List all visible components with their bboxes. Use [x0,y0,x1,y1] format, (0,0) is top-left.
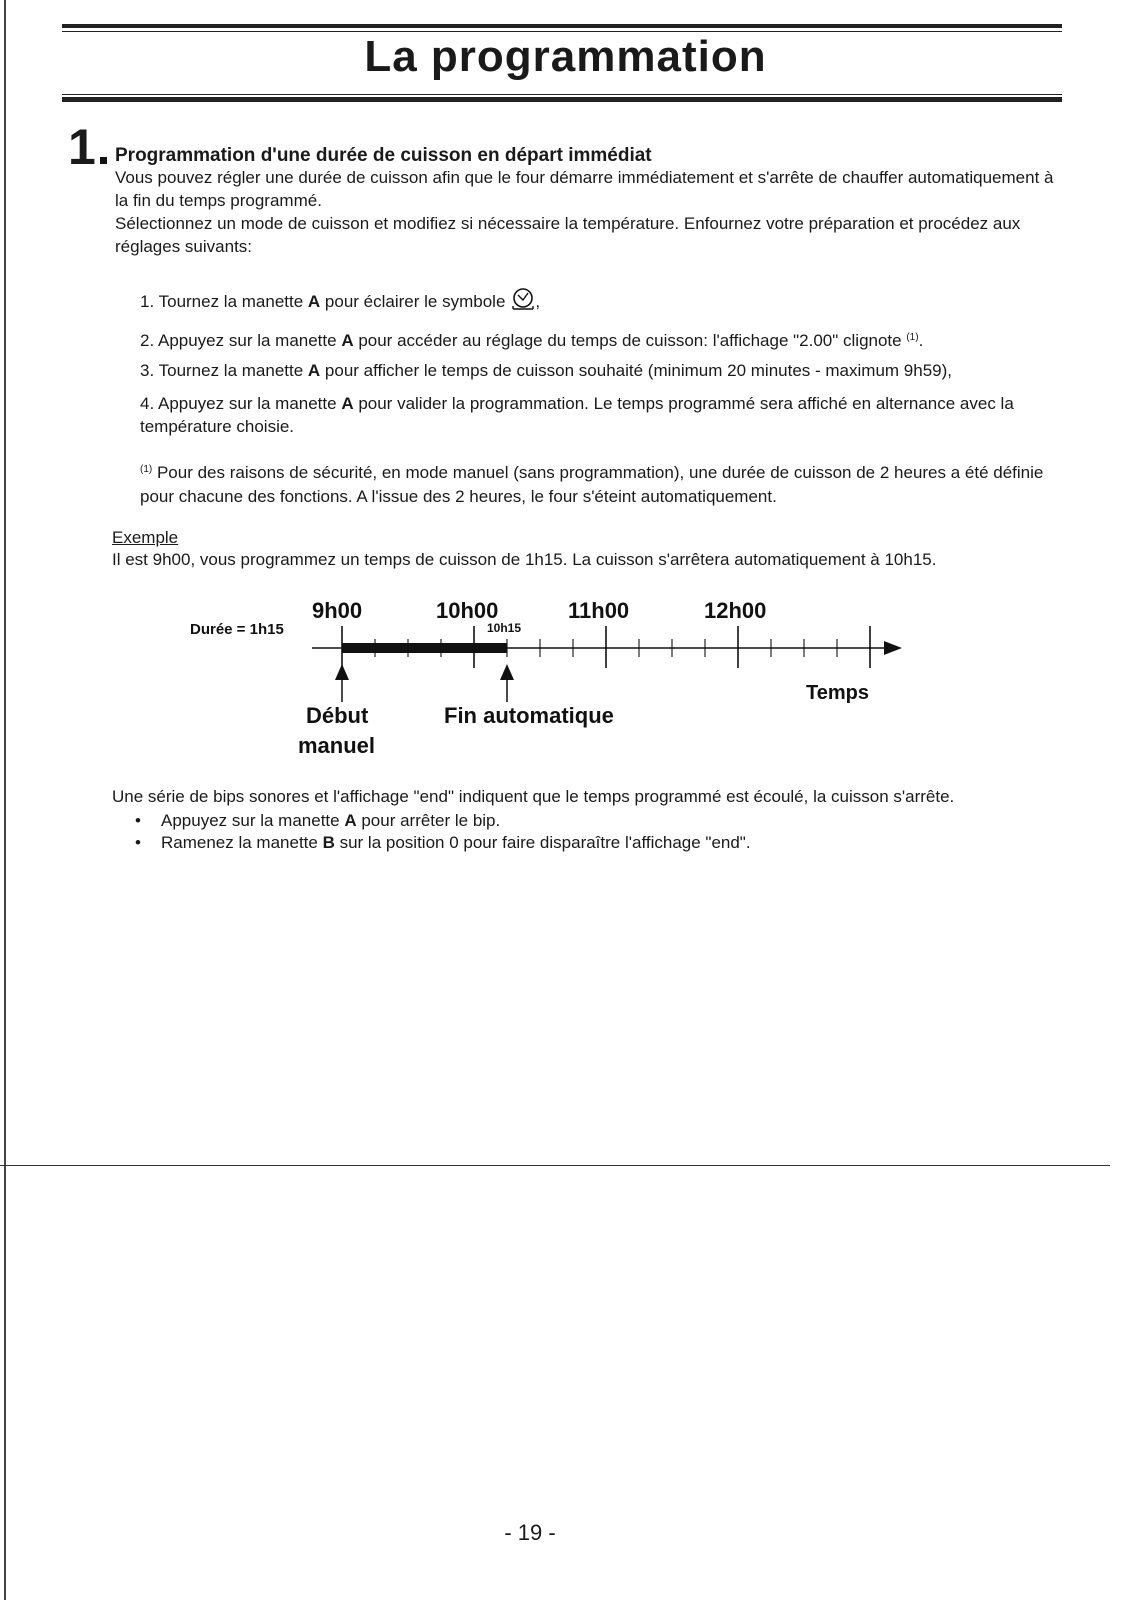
page-divider [0,1165,1110,1166]
axis-arrow-icon [884,641,902,655]
step-3: 3. Tournez la manette A pour afficher le temps de cuisson souhaité (minimum 20 minutes - maximum 9h59), [140,361,952,380]
section-intro-1: Vous pouvez régler une durée de cuisson afin que le four démarre immédiatement et s'arrête de chauffer automatiquement à la fin du temps programmé. [115,168,1054,210]
section-intro-2: Sélectionnez un mode de cuisson et modifiez si nécessaire la température. Enfournez votre préparation et procédez aux réglages suivants: [115,214,1021,256]
end-label: Fin automatique [444,703,614,728]
example-text: Il est 9h00, vous programmez un temps de cuisson de 1h15. La cuisson s'arrêtera automatiquement à 10h15. [112,550,937,569]
start-arrow-icon [335,664,349,702]
page-title: La programmation [364,32,767,81]
duration-bar [342,643,507,653]
hour-label: 10h00 [436,598,499,623]
step-1: 1. Tournez la manette A pour éclairer le symbole , [140,287,1060,319]
axis-label: Temps [806,682,869,704]
header-rule-bottom [62,97,1062,102]
conclusion-text: Une série de bips sonores et l'affichage "end" indiquent que le temps programmé est écoulé, la cuisson s'arrête. [112,787,955,806]
left-margin-line [4,0,6,1600]
list-item: • Ramenez la manette B sur la position 0 pour faire disparaître l'affichage "end". [135,833,751,852]
header-rule-bottom-thin [62,94,1062,95]
conclusion-list [135,810,751,854]
footnote: $^{(1)}$ Pour des raisons de sécurité, en mode manuel (sans programmation), une durée de cuisson de 2 heures a été définie pour chacune des fonctions. A l'issue des 2 heures, le four s'éteint automatiquement. [140,463,1044,506]
end-arrow-icon [500,664,514,702]
timeline-diagram [0,580,1131,770]
hour-label: 11h00 [568,598,630,623]
step-2: 2. Appuyez sur la manette A pour accéder au réglage du temps de cuisson: l'affichage "2.00" clignote $^{(1)}$. [140,331,924,350]
example-label: Exemple [112,528,179,547]
duration-label: Durée = 1h15 [190,621,284,638]
start-label-2: manuel [298,733,376,758]
clock-icon [511,287,535,319]
bullet-icon: • [135,811,141,830]
start-label: Début [306,703,369,728]
section-bullet-icon [100,157,107,164]
header-rule-top [62,24,1062,28]
step-4: 4. Appuyez sur la manette A pour valider la programmation. Le temps programmé sera affiché en alternance avec la température choisie. [140,394,1014,436]
bullet-icon: • [135,833,141,852]
section-number: 1 [68,119,96,175]
section-title: Programmation d'une durée de cuisson en départ immédiat [115,145,652,166]
hour-label: 12h00 [704,598,767,623]
page-number: - 19 - [504,1520,556,1545]
list-item: • Appuyez sur la manette A pour arrêter le bip. [135,811,501,830]
end-time-label: 10h15 [487,621,522,635]
hour-label: 9h00 [312,598,363,623]
